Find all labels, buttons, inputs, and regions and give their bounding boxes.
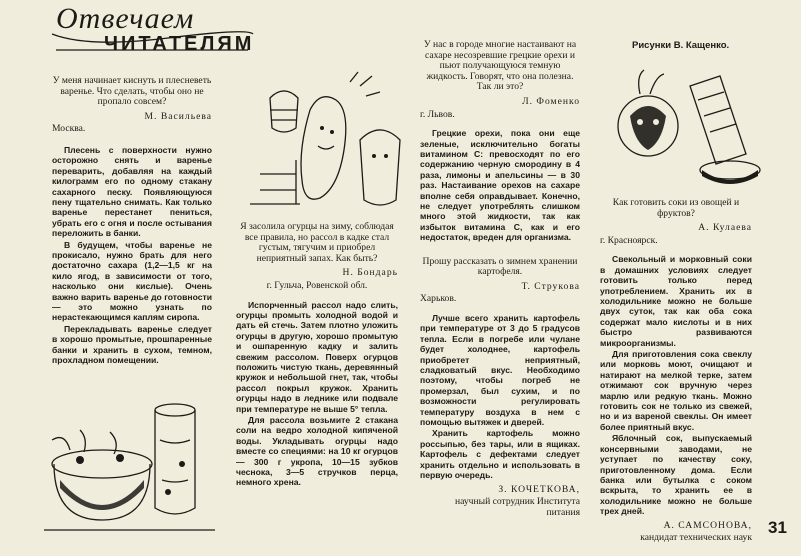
vegetable-juice-illustration <box>600 66 770 192</box>
answer-paragraph: Хранить картофель можно россыпью, без тары, или в ящиках. Картофель с дефектами следует хранить отдельно и использовать в первую очередь. <box>420 428 580 481</box>
answer-paragraph: Грецкие орехи, пока они еще зеленые, исключительно богаты витамином С: превосходят по его содержанию черную смородину в 4 раза, лимоны и апельсины — в 30 раз. Настаивание орехов на сахаре вполне себя оправдывает. Конечно, не следует употреблять слишком много этой жидкости, так как избыток витамина С, как и его недостаток, вреден для организма. <box>420 128 580 243</box>
answer-paragraph: Свекольный и морковный соки в домашних условиях следует готовить только перед употреблением. Хранить их в холодильнике можно не больше двух суток, так как оба сока содержат мало кислоты и в них быстро развиваются микроорганизмы. <box>600 254 752 348</box>
reader-question: Прошу рассказать о зимнем хранении картофеля. <box>422 255 578 278</box>
expert-signature: А. САМСОНОВА, <box>663 519 752 531</box>
expert-signature: З. КОЧЕТКОВА, <box>498 483 580 495</box>
reader-city: г. Красноярск. <box>600 234 658 246</box>
page-number: 31 <box>768 518 787 537</box>
answer-paragraph: Яблочный сок, выпускаемый консервными заводами, не уступает по качеству соку, приготовленному дома. Если банка или бутылка с соком вскрыта, то хранить ее в холодильнике можно не больше трех дней. <box>600 433 752 517</box>
answer-paragraph: Для приготовления сока свеклу или морковь моют, очищают и натирают на мелкой терке, затем отжимают сок вручную через марлю или редкую ткань. Можно готовить сок не только из свежей, но и из вареной свеклы. Он имеет более приятный вкус. <box>600 349 752 432</box>
reader-city: г. Гульча, Ровенской обл. <box>266 279 368 291</box>
jam-pot-illustration <box>40 380 220 540</box>
reader-name: Т. Струкова <box>521 280 580 292</box>
reader-question: Я засолила огурцы на зиму, соблюдая все правила, но рассол в кадке стал густым, тягучим и приобрел неприятный запах. Как быть? <box>240 221 394 264</box>
expert-role: кандидат технических наук <box>640 532 752 544</box>
answer-paragraph: Испорченный рассол надо слить, огурцы промыть холодной водой и дать ей стечь. Затем плотно уложить огурцы в другую, хорошо промытую и ошпаренную кадку и залить свежим рассолом. Поверх огурцов положить чистую ткань, деревянный кружок и небольшой гнет, так, чтобы рассол покрыл кружок. Хранить огурцы надо в леднике или подвале при температуре не выше 5° тепла. <box>236 299 398 414</box>
cucumber-barrel-illustration <box>240 70 420 220</box>
column-4 <box>600 198 752 544</box>
reader-city: Харьков. <box>420 293 457 305</box>
illustrations-credit: Рисунки В. Кащенко. <box>632 40 730 51</box>
reader-question: Как готовить соки из овощей и фруктов? <box>612 197 740 219</box>
expert-role: научный сотрудник Института питания <box>454 496 580 518</box>
reader-name: М. Васильева <box>144 110 212 122</box>
column-3 <box>420 40 580 518</box>
reader-city: Москва. <box>52 123 86 135</box>
answer-paragraph: Плесень с поверхности нужно осторожно снять и варенье переварить, добавляя на каждый килограмм его по одному стакану сахарного песку. Появляющуюся пену тщательно снимать. Как только варенье перестанет пениться, убрать его с огня и после остывания переложить в банки. <box>52 144 212 239</box>
reader-question: У меня начинает киснуть и плесневеть варенье. Что сделать, чтобы оно не пропало совсем? <box>52 75 212 108</box>
answer-paragraph: В будущем, чтобы варенье не прокисало, нужно брать для него достаточно сахара (1,2—1,5 кг на кило ягод, в зависимости от того, насколько они кислые). Очень важно варить варенье до готовности — это можно узнать по нерастекающимся каплям сиропа. <box>52 239 212 323</box>
answer-paragraph: Для рассола возьмите 2 стакана соли на ведро холодной кипяченой воды. Укладывать огурцы надо вместе со специями: на 10 кг огурцов — 300 г укропа, 10—15 зубков чеснока, 3—5 стручков перца, немного хрена. <box>236 415 398 488</box>
title-underline-decoration <box>48 4 258 56</box>
reader-question: У нас в городе многие настаивают на сахаре несозревшие грецкие орехи и пьют получающуюся темную жидкость. Говорят, что она полезна. Так ли это? <box>423 39 577 93</box>
section-title-script: Отвечаем <box>56 2 195 35</box>
section-title: ЧИТАТЕЛЯМ <box>104 33 255 55</box>
column-1 <box>52 76 212 366</box>
answer-paragraph: Перекладывать варенье следует в хорошо промытые, прошпаренные банки и хранить в сухом, темном, прохладном помещении. <box>52 323 212 366</box>
answer-paragraph: Лучше всего хранить картофель при температуре от 3 до 5 градусов тепла. Если в погребе или чулане будет холоднее, картофель приобретет неприятный, сладковатый вкус. Необходимо поэтому, чтобы погреб не промерзал, был сухим, и по возможности регулировать температуру воздуха в нем с помощью вытяжек и дверей. <box>420 313 580 428</box>
reader-name: Н. Бондарь <box>342 267 398 279</box>
reader-name: А. Кулаева <box>698 222 752 234</box>
column-2 <box>236 222 398 488</box>
reader-name: Л. Фоменко <box>522 95 580 107</box>
reader-city: г. Львов. <box>420 108 455 120</box>
